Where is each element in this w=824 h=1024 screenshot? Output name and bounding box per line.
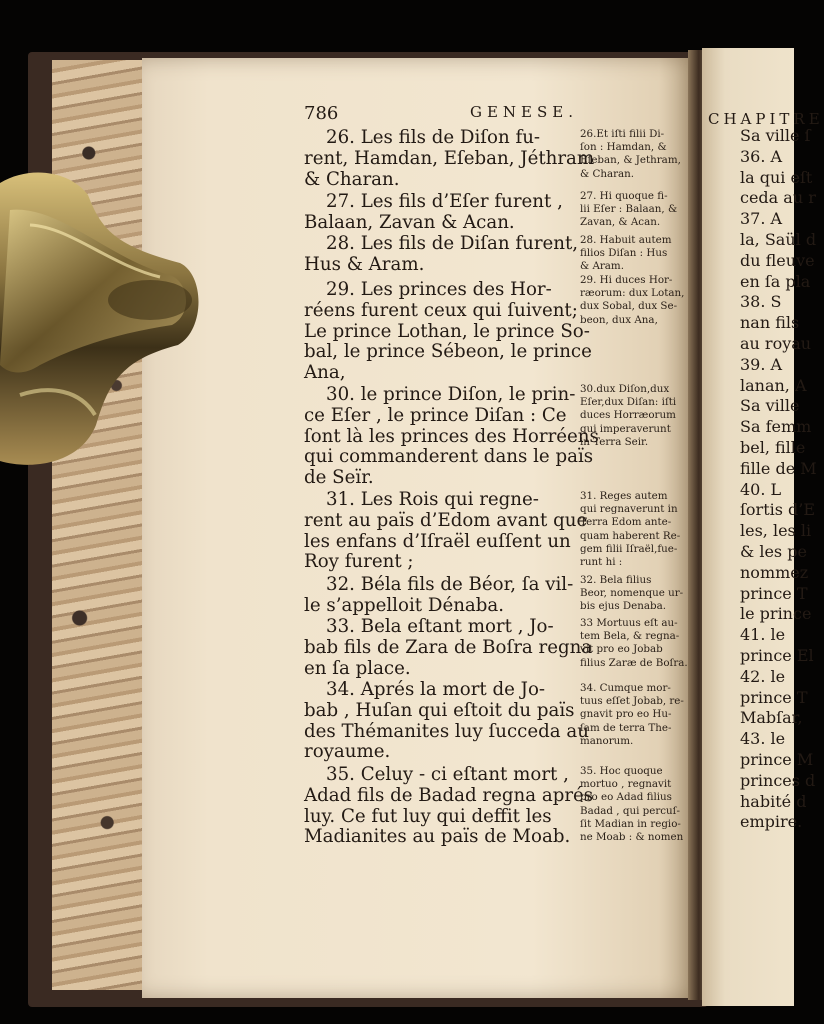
verse-line: ce Eſer , le prince Diſan : Ce bbox=[304, 404, 567, 426]
page-header bbox=[304, 103, 578, 127]
verse-line: 31. Les Rois qui regne- bbox=[326, 489, 539, 510]
right-page-line: empire. bbox=[740, 812, 803, 832]
verse-34 bbox=[304, 679, 589, 763]
right-page-line: 43. le bbox=[740, 729, 786, 749]
margin-note-line: 31. Reges autem bbox=[580, 490, 668, 502]
verse-33 bbox=[304, 616, 593, 679]
margin-note-32 bbox=[580, 574, 684, 614]
margin-note-line: duces Horræorum bbox=[580, 409, 676, 422]
verse-line: ſont là les princes des Horréens bbox=[304, 425, 599, 447]
right-running-head: CHAPITRE bbox=[708, 110, 824, 128]
right-page-line: 39. A bbox=[740, 354, 783, 374]
margin-note-line: ſit Madian in regio- bbox=[580, 817, 681, 830]
margin-note-line: runt hi : bbox=[580, 556, 623, 569]
verse-line: 33. Bela eſtant mort , Jo- bbox=[326, 616, 554, 637]
verse-line: 29. Les princes des Hor- bbox=[326, 279, 552, 300]
verse-line: Adad fils de Badad regna aprés bbox=[304, 784, 594, 806]
verse-line: Roy furent ; bbox=[304, 551, 414, 573]
right-page-line: la, Saül d bbox=[740, 229, 817, 249]
verse-line: Le prince Lothan, le prince So- bbox=[304, 320, 590, 342]
margin-note-line: gnavit pro eo Hu- bbox=[580, 708, 672, 721]
margin-note-line: in Terra Seir. bbox=[580, 435, 649, 448]
margin-note-35 bbox=[580, 765, 684, 844]
verse-32 bbox=[304, 575, 576, 617]
margin-note-line: mortuo , regnavit bbox=[580, 778, 672, 791]
right-page-line: ceda au r bbox=[740, 188, 816, 208]
margin-note-line: Beor, nomenque ur- bbox=[580, 587, 684, 600]
margin-note-line: & Aram. bbox=[580, 260, 624, 273]
verse-26 bbox=[304, 127, 595, 190]
right-page-line: bel, fille bbox=[740, 437, 806, 457]
right-page-line: Sa ville ſ bbox=[740, 126, 811, 145]
right-page-line: en ſa pla bbox=[740, 271, 811, 291]
margin-note-line: 33 Mortuus eſt au- bbox=[580, 617, 678, 629]
margin-note-29 bbox=[580, 274, 685, 327]
margin-note-line: 26.Et iſti filii Di- bbox=[580, 128, 665, 140]
margin-note-line: 29. Hi duces Hor- bbox=[580, 274, 673, 286]
margin-note-line: bis ejus Denaba. bbox=[580, 600, 667, 613]
margin-note-line: ſon : Hamdan, & bbox=[580, 141, 667, 154]
margin-note-28 bbox=[580, 234, 680, 274]
margin-note-line: qui regnaverunt in bbox=[580, 503, 678, 516]
right-page-line: Sa ville bbox=[740, 396, 800, 416]
margin-note-line: quam haberent Re- bbox=[580, 529, 681, 542]
margin-note-line: manorum. bbox=[580, 734, 634, 747]
verse-line: 32. Béla fils de Béor, ſa vil- bbox=[326, 574, 574, 595]
margin-note-line: tem Bela, & regna- bbox=[580, 630, 680, 643]
verse-line: qui commanderent dans le païs bbox=[304, 446, 594, 468]
verse-line: bab fils de Zara de Boſra regna bbox=[304, 636, 593, 658]
margin-note-line: dux Sobal, dux Se- bbox=[580, 300, 678, 313]
margin-note-line: tuus eſſet Jobab, re- bbox=[580, 695, 684, 708]
brass-clasp bbox=[0, 165, 205, 475]
right-page-line: 36. A bbox=[740, 146, 783, 166]
verse-line: luy. Ce fut luy qui deffit les bbox=[304, 805, 552, 827]
margin-note-line: pro eo Adad filius bbox=[580, 791, 672, 804]
right-page-line: au royau bbox=[740, 333, 812, 353]
verse-line: 35. Celuy - ci eſtant mort , bbox=[326, 764, 569, 785]
right-page-line: prince M bbox=[740, 749, 814, 769]
right-page-line: le prince bbox=[740, 604, 812, 624]
right-page-line: 41. le bbox=[740, 625, 786, 645]
verse-line: 34. Aprés la mort de Jo- bbox=[326, 679, 546, 700]
verse-27 bbox=[304, 192, 576, 234]
right-page-line: nommez bbox=[740, 562, 809, 582]
verse-29 bbox=[304, 279, 592, 384]
right-page-line: Mabſar, bbox=[740, 708, 803, 728]
verse-31 bbox=[304, 489, 588, 573]
right-page-line: princes d bbox=[740, 770, 816, 790]
margin-note-line: Eſeban, & Jethram, bbox=[580, 154, 681, 167]
verse-line: 30. le prince Diſon, le prin- bbox=[326, 384, 576, 405]
margin-note-line: ſam de terra The- bbox=[580, 721, 672, 734]
running-head: GENESE. bbox=[469, 103, 578, 121]
verse-line: & Charan. bbox=[304, 168, 400, 190]
margin-note-line: filios Diſan : Hus bbox=[580, 247, 668, 260]
margin-note-line: 27. Hi quoque fi- bbox=[580, 190, 668, 202]
margin-note-line: 32. Bela filius bbox=[580, 574, 652, 586]
margin-note-line: Zavan, & Acan. bbox=[580, 216, 661, 229]
right-page-line: ſortis d’E bbox=[740, 500, 816, 520]
right-page-line: fille de M bbox=[740, 458, 817, 478]
verse-line: Balaan, Zavan & Acan. bbox=[304, 211, 515, 233]
right-page-text bbox=[740, 126, 817, 833]
verse-line: Hus & Aram. bbox=[304, 253, 425, 275]
verse-line: les enfans d’Iſraël euſſent un bbox=[304, 530, 571, 552]
right-page-line: lanan, A bbox=[740, 375, 807, 395]
right-page-line: la qui eſt bbox=[740, 167, 813, 187]
verse-28 bbox=[304, 233, 579, 276]
verse-line: des Thémanites luy ſucceda au bbox=[304, 720, 589, 742]
margin-note-line: beon, dux Ana, bbox=[580, 313, 658, 326]
verse-line: royaume. bbox=[304, 741, 391, 763]
right-page-line: prince T bbox=[740, 583, 808, 603]
verse-line: réens furent ceux qui ſuivent; bbox=[304, 299, 578, 321]
margin-note-line: gem filii Iſraël,fue- bbox=[580, 542, 678, 555]
margin-note-34 bbox=[580, 682, 684, 748]
verse-line: Ana, bbox=[304, 362, 346, 384]
verse-line: 26. Les fils de Diſon fu- bbox=[326, 127, 541, 148]
margin-note-line: qui imperaverunt bbox=[580, 422, 671, 435]
right-page-line: Sa femm bbox=[740, 417, 812, 437]
right-page-line: 40. L bbox=[740, 479, 782, 499]
right-page-line: prince El bbox=[740, 645, 814, 665]
verse-line: rent au païs d’Edom avant que bbox=[304, 509, 588, 531]
right-page-line: 37. A bbox=[740, 209, 783, 229]
verse-line: de Seïr. bbox=[304, 467, 374, 489]
margin-note-line: Badad , qui percuſ- bbox=[580, 804, 680, 817]
margin-note-line: ne Moab : & nomen bbox=[580, 831, 684, 844]
verse-line: le s’appelloit Dénaba. bbox=[304, 594, 505, 616]
verse-35 bbox=[304, 764, 594, 848]
margin-note-line: vit pro eo Jobab bbox=[580, 643, 663, 656]
right-page-line: 42. le bbox=[740, 666, 786, 686]
margin-note-line: 28. Habuit autem bbox=[580, 234, 672, 246]
margin-note-line: Terra Edom ante- bbox=[580, 516, 672, 529]
right-page-line: 38. S bbox=[740, 292, 782, 312]
verse-line: en ſa place. bbox=[304, 657, 411, 679]
margin-note-line: 34. Cumque mor- bbox=[580, 682, 671, 694]
verse-line: rent, Hamdan, Eſeban, Jéthram bbox=[304, 147, 595, 169]
margin-note-26 bbox=[580, 128, 680, 181]
right-page-line: les, les li bbox=[740, 521, 812, 541]
margin-note-line: 35. Hoc quoque bbox=[580, 765, 663, 777]
verse-line: Madianites au païs de Moab. bbox=[304, 826, 571, 848]
verse-30 bbox=[304, 384, 599, 489]
margin-note-30 bbox=[580, 383, 680, 449]
right-page-line: habité d bbox=[740, 791, 807, 811]
page-number: 786 bbox=[304, 103, 339, 124]
margin-note-line: filius Zaræ de Boſra. bbox=[580, 656, 688, 669]
margin-note-line: Eſer,dux Diſan: iſti bbox=[580, 396, 677, 409]
margin-note-27 bbox=[580, 190, 680, 230]
margin-note-31 bbox=[580, 490, 680, 569]
verse-line: 28. Les fils de Diſan furent, bbox=[326, 233, 579, 254]
right-page-line: nan fils bbox=[740, 313, 800, 333]
margin-note-33 bbox=[580, 617, 688, 670]
verse-line: bab , Huſan qui eſtoit du païs bbox=[304, 699, 575, 721]
margin-note-line: ræorum: dux Lotan, bbox=[580, 287, 685, 300]
verse-line: 27. Les fils d’Eſer furent , bbox=[326, 191, 563, 212]
margin-note-line: & Charan. bbox=[580, 167, 635, 180]
margin-note-line: lii Eſer : Balaan, & bbox=[580, 203, 678, 216]
margin-note-line: 30.dux Diſon,dux bbox=[580, 383, 670, 395]
right-page-line: & les pe bbox=[740, 541, 807, 561]
verse-line: bal, le prince Sébeon, le prince bbox=[304, 341, 592, 363]
right-page-line: du fleuve bbox=[740, 250, 815, 270]
right-page-line: prince T bbox=[740, 687, 808, 707]
